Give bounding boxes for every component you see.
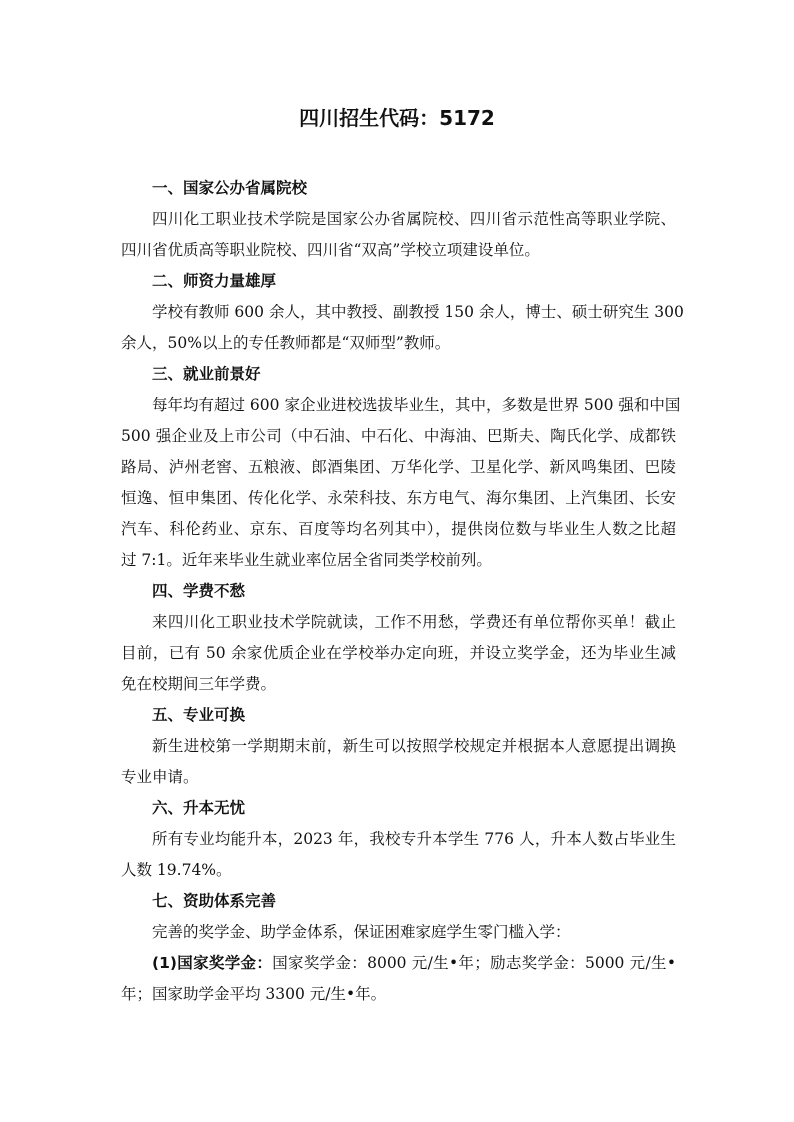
paragraph-line: 完善的奖学金、助学金体系，保证困难家庭学生零门槛入学：	[152, 923, 571, 941]
scholarship-line: 年；国家助学金平均 3300 元/生•年。	[121, 985, 387, 1003]
paragraph-line: 人数 19.74%。	[121, 861, 232, 879]
section-heading: 三、就业前景好	[152, 365, 261, 383]
paragraph-line: 四川化工职业技术学院是国家公办省属院校、四川省示范性高等职业学院、	[152, 210, 676, 228]
page-title: 四川招生代码：5172	[299, 106, 495, 130]
paragraph-line: 免在校期间三年学费。	[121, 675, 277, 693]
section-heading: 四、学费不愁	[152, 582, 246, 600]
paragraph-line: 路局、泸州老窖、五粮液、郎酒集团、万华化学、卫星化学、新风鸣集团、巴陵	[121, 458, 676, 476]
paragraph-line: 余人，50%以上的专任教师都是“双师型”教师。	[121, 334, 451, 352]
paragraph-line: 专业申请。	[121, 768, 199, 786]
paragraph-line: 汽车、科伦药业、京东、百度等均名列其中），提供岗位数与毕业生人数之比超	[121, 520, 676, 538]
section-heading: 二、师资力量雄厚	[152, 272, 277, 290]
paragraph-line: 恒逸、恒申集团、传化化学、永荣科技、东方电气、海尔集团、上汽集团、长安	[121, 489, 676, 507]
paragraph-line: 新生进校第一学期期末前，新生可以按照学校规定并根据本人意愿提出调换	[152, 737, 676, 755]
section-heading: 七、资助体系完善	[152, 892, 277, 910]
paragraph-line: 目前，已有 50 余家优质企业在学校举办定向班，并设立奖学金，还为毕业生减	[121, 644, 676, 662]
section-heading: 一、国家公办省属院校	[152, 179, 308, 197]
paragraph-line: 学校有教师 600 余人，其中教授、副教授 150 余人，博士、硕士研究生 300	[152, 303, 684, 321]
scholarship-text: 国家奖学金：8000 元/生•年；励志奖学金：5000 元/生•	[272, 954, 676, 972]
paragraph-line: 所有专业均能升本，2023 年，我校专升本学生 776 人，升本人数占毕业生	[152, 830, 676, 848]
paragraph-line: 来四川化工职业技术学院就读，工作不用愁，学费还有单位帮你买单！截止	[152, 613, 676, 631]
paragraph-line: 四川省优质高等职业院校、四川省“双高”学校立项建设单位。	[121, 241, 540, 259]
section-heading: 五、专业可换	[152, 706, 246, 724]
scholarship-line	[121, 948, 676, 979]
paragraph-line: 每年均有超过 600 家企业进校选拔毕业生，其中，多数是世界 500 强和中国	[152, 396, 681, 414]
scholarship-label: (1)国家奖学金：	[152, 954, 273, 972]
section-heading: 六、升本无忧	[152, 799, 246, 817]
paragraph-line: 500 强企业及上市公司（中石油、中石化、中海油、巴斯夫、陶氏化学、成都铁	[121, 427, 676, 445]
paragraph-line: 过 7:1。近年来毕业生就业率位居全省同类学校前列。	[121, 551, 492, 569]
document-body	[121, 173, 684, 1010]
